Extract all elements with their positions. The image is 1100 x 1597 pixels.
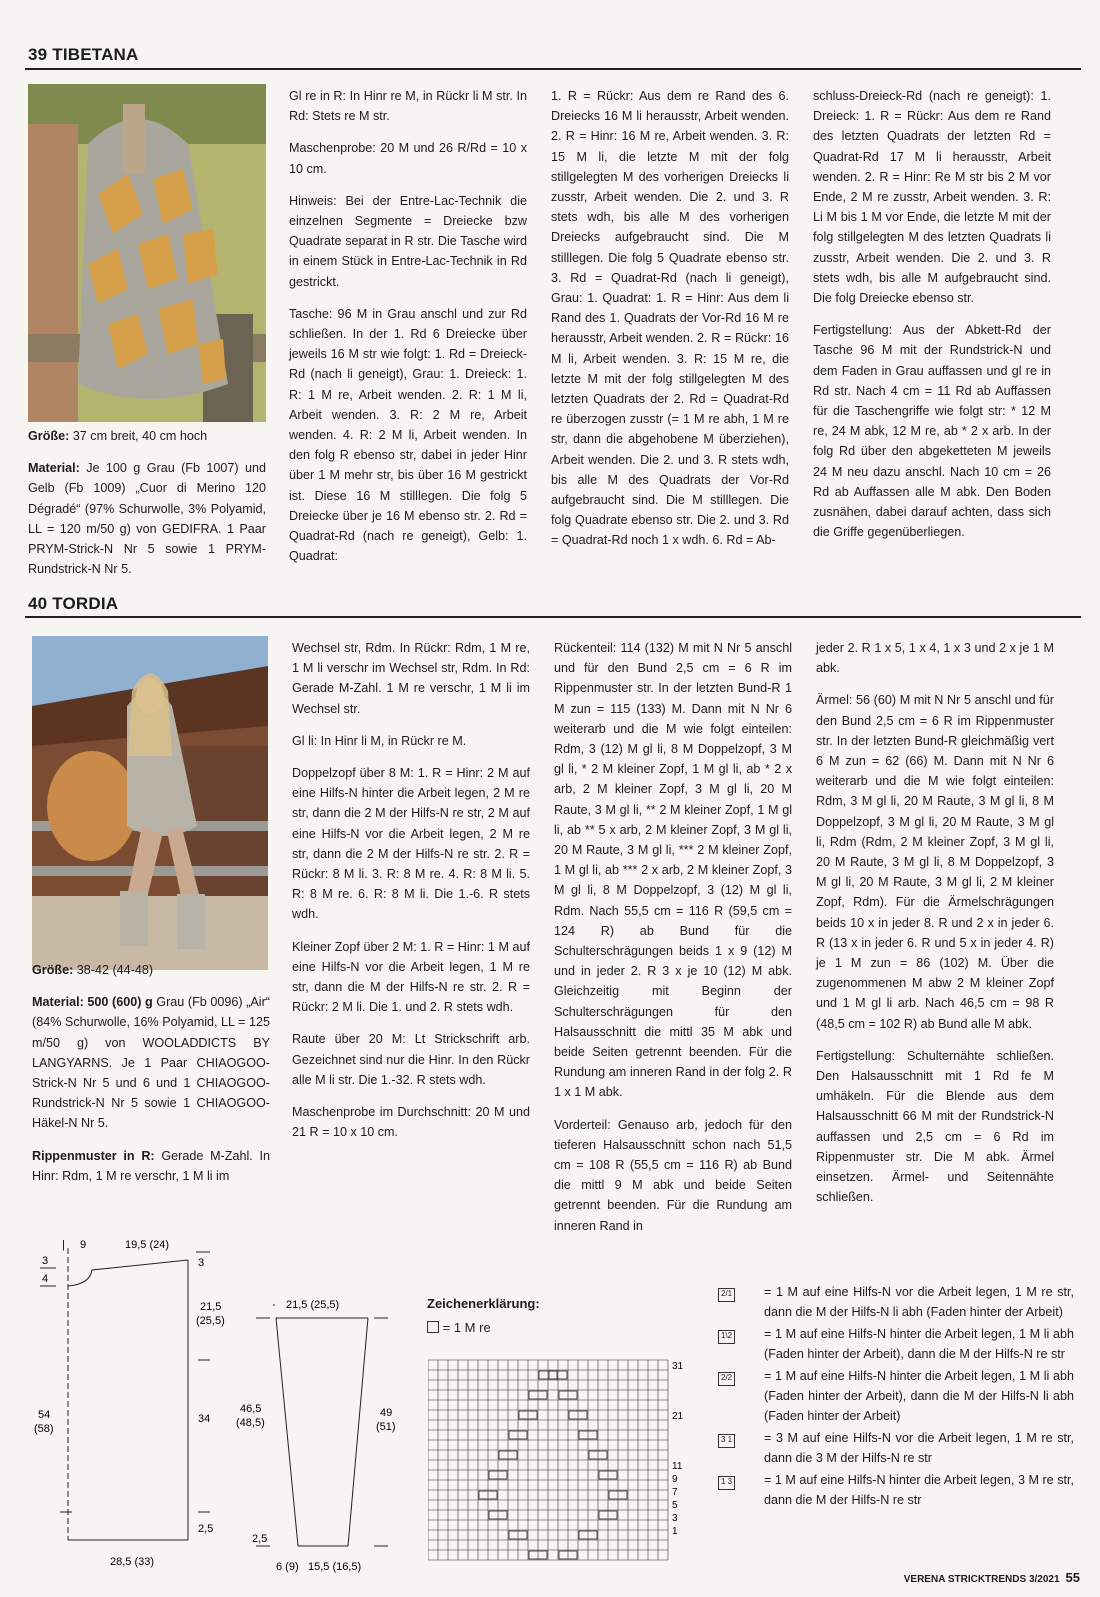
dim-label: (25,5) (196, 1315, 225, 1327)
empty-square-icon (427, 1321, 439, 1333)
section-39-title: 39 TIBETANA (28, 45, 139, 64)
symbol-row (718, 1366, 1074, 1426)
section-39-col4 (813, 86, 1051, 554)
dim-label: (51) (376, 1421, 396, 1433)
row-number: 9 (672, 1474, 678, 1485)
dim-label: 21,5 (25,5) (286, 1299, 340, 1311)
magazine-name: VERENA STRICKTRENDS 3/2021 (903, 1574, 1060, 1585)
row-number: 5 (672, 1500, 678, 1511)
body-schematic (30, 1240, 230, 1570)
paragraph: Gl re in R: In Hinr re M, in Rückr li M str. In Rd: Stets re M str. (289, 89, 527, 124)
dim-label: 54 (38, 1409, 51, 1421)
material-label: Material: 500 (600) g (32, 995, 153, 1010)
symbol-text: = 1 M auf eine Hilfs-N vor die Arbeit legen, 1 M re str, dann die M der Hilfs-N li abh (Faden hinter der Arbeit) (764, 1285, 1074, 1319)
cable-symbol-icon: 2/1 (718, 1288, 735, 1302)
paragraph: Fertigstellung: Schulternähte schließen. Den Halsausschnitt mit 1 Rd fe M umhäkeln. Für die Blende aus dem Halsausschnitt 66 M mit der Rundstrick-N auffassen und 2,5 cm = 6 Rd im Rippenmuster str. Die M abk. Ärmel einsetzen. Ärmel- und Seitennähte schließen. (816, 1048, 1054, 1205)
stitch-chart (428, 1356, 698, 1568)
symbol-row (718, 1428, 1074, 1468)
dim-label: 2,5 (252, 1533, 268, 1545)
dim-label: 15,5 (16,5) (308, 1561, 362, 1573)
paragraph: Kleiner Zopf über 2 M: 1. R = Hinr: 1 M auf eine Hilfs-N vor die Arbeit legen, 1 M re str, dann die M der Hilfs-N re str. 2. R = Rückr: 2 M li. Die 1. und 2. R stets wdh. (292, 939, 530, 1015)
row-number: 1 (672, 1526, 678, 1537)
dim-label: 9 (80, 1240, 87, 1251)
dim-label: 34 (198, 1413, 211, 1425)
legend-item (427, 1320, 491, 1335)
paragraph: 1. R = Rückr: Aus dem re Rand des 6. Dreiecks 16 M li herausstr, Arbeit wenden. 2. R = Hinr: 16 M re, Arbeit wenden. 3. R: 15 M li, die letzte M mit der folg stillgelegten M des vorherigen Dreiecks li zusstr, Arbeit wenden. Die 2. und 3. R stets wdh, bis alle M des vorherigen Dreiecks aufgebraucht sind. Die M stilllegen. Die folg 5 Quadrate ebenso str. 3. Rd = Quadrat-Rd (nach li geneigt), Grau: 1. Quadrat: 1. R = Hinr: Aus dem li Rand des 1. Quadrats der Vor-Rd 16 M re herausstr, Arbeit wenden. 2. R = Rückr: 16 M li, Arbeit wenden. 3. R: 15 M re, die letzte M mit der folg stillgelegten M des letzten Quadrats der 2. Rd = Quadrat-Rd re überzogen zusstr (= 1 M re abh, 1 M re str, dann die abgehobene M überziehen), Arbeit wenden. Die 2. und 3. R stets wdh, bis alle M des Quadrats der Vor-Rd aufgebraucht sind. Die M stilllegen. Die folg Quadrate ebenso str. Die 2. und 3. Rd = Quadrat-Rd noch 1 x wdh. 6. Rd = Ab- (551, 89, 789, 548)
paragraph: Hinweis: Bei der Entre-Lac-Technik die einzelnen Segmente = Dreiecke bzw Quadrate separat in R str. Die Tasche wird in einem Stück in Entre-Lac-Technik in Rd gestrickt. (289, 193, 527, 289)
paragraph: schluss-Dreieck-Rd (nach re geneigt): 1. Dreieck: 1. R = Rückr: Aus dem re Rand des letzten Quadrats der letzten Rd = Quadrat-Rd 17 M li herausstr, Arbeit wenden. 2. R = Hinr: Re M str bis 2 M vor Ende, 2 M re zusstr, Arbeit wenden. 3. R: Li M bis 1 M vor Ende, die letzte M mit der folg stillgelegten M des letzten Quadrats li zusstr, Arbeit wenden. Die 2. und 3. R stets wdh, bis alle M aufgebraucht sind. Die folg Dreiecke ebenso str. (813, 89, 1051, 306)
dim-label: 21,5 (200, 1301, 222, 1313)
symbol-list (718, 1282, 1074, 1512)
dim-label: 19,5 (24) (125, 1240, 170, 1251)
symbol-row (718, 1282, 1074, 1322)
material-text: Je 100 g Grau (Fb 1007) und Gelb (Fb 1009) „Cuor di Merino 120 Dégradé“ (97% Schurwolle, 3% Polyamid, LL = 120 m/50 g) von GEDIFRA. 1 Paar PRYM-Strick-N Nr 5 sowie 1 PRYM-Rundstrick-N Nr 5. (28, 461, 266, 577)
paragraph: Maschenprobe: 20 M und 26 R/Rd = 10 x 10 cm. (289, 141, 527, 176)
material-label: Material: (28, 461, 80, 476)
rib-text: Gerade M-Zahl. In Hinr: Rdm, 1 M re verschr, 1 M li im (32, 1148, 270, 1183)
section-39-col2 (289, 86, 527, 578)
paragraph: Rückenteil: 114 (132) M mit N Nr 5 anschl und für den Bund 2,5 cm = 6 R im Rippenmuster str. In der letzten Bund-R 1 M zun = 115 (133) M. Dann mit N Nr 6 weiterarb und die M wie folgt einteilen: Rdm, 3 (12) M gl li, 8 M Doppelzopf, 3 M gl li, * 2 M kleiner Zopf, 1 M gl li, ab * 2 x arb, 2 M kleiner Zopf, 3 M gl li, 20 M Raute, 3 M gl li, ** 2 M kleiner Zopf, 1 M gl li, ab ** 5 x arb, 2 M kleiner Zopf, 3 M gl li, 20 M Raute, 3 M gl li, *** 2 M kleiner Zopf, 1 M gl li, ab *** 2 x arb, 2 M kleiner Zopf, 3 M gl li, 8 M Doppelzopf, 3 (12) M gl li, Rdm. Nach 55,5 cm = 116 R (59,5 cm = 124 R) ab Bund für die Schulterschrägungen beids 1 x 9 (12) M und in jeder 2. R 3 x je 10 (12) M abk. Gleichzeitig mit Beginn der Schulterschrägungen für den Halsausschnitt die mittl 35 M abk und beide Seiten getrennt beenden. Für die Rundung am inneren Rand in der folg 2. R 1 x 1 M abk. (554, 641, 792, 1100)
paragraph: Maschenprobe im Durchschnitt: 20 M und 21 R = 10 x 10 cm. (292, 1105, 530, 1140)
paragraph: Raute über 20 M: Lt Strickschrift arb. Gezeichnet sind nur die Hinr. In den Rückr alle M li str. Die 1.-32. R stets wdh. (292, 1032, 530, 1087)
section-40-col3 (554, 638, 792, 1248)
dim-label: 46,5 (240, 1403, 262, 1415)
sweater-photo (32, 636, 268, 970)
material-text: Grau (Fb 0096) „Air“ (84% Schurwolle, 16% Polyamid, LL = 125 m/50 g) von WOOLADDICTS BY LANGYARNS. Je 1 Paar CHIAOGOO-Strick-N Nr 5 und 6 und 1 CHIAOGOO-Rundstrick-N Nr 5 sowie 1 CHIAOGOO-Häkel-N Nr 5. (32, 995, 270, 1131)
paragraph: Gl li: In Hinr li M, in Rückr re M. (292, 733, 467, 748)
sleeve-schematic (236, 1296, 406, 1578)
dim-label: 49 (380, 1407, 393, 1419)
symbol-text: = 1 M auf eine Hilfs-N hinter die Arbeit legen, 1 M li abh (Faden hinter der Arbeit), dann die M der Hilfs-N re str (764, 1327, 1074, 1361)
row-number: 7 (672, 1487, 678, 1498)
divider (25, 68, 1081, 70)
cable-symbol-icon: 1\2 (718, 1330, 735, 1344)
symbol-text: = 1 M auf eine Hilfs-N hinter die Arbeit legen, 1 M li abh (Faden hinter der Arbeit), dann die M der Hilfs-N li abh (Faden hinter der Arbeit) (764, 1369, 1074, 1423)
row-number: 21 (672, 1411, 684, 1422)
symbol-row (718, 1324, 1074, 1364)
page-number: 55 (1065, 1570, 1080, 1585)
footer (904, 1570, 1080, 1585)
dim-label: 6 (9) (276, 1561, 299, 1573)
section-39-col1 (28, 426, 266, 591)
section-40-col4 (816, 638, 1054, 1219)
dim-label: 28,5 (33) (110, 1556, 155, 1568)
symbol-text: = 1 M auf eine Hilfs-N hinter die Arbeit legen, 3 M re str, dann die M der Hilfs-N re str (764, 1473, 1074, 1507)
paragraph: jeder 2. R 1 x 5, 1 x 4, 1 x 3 und 2 x je 1 M abk. (816, 641, 1054, 676)
paragraph: Ärmel: 56 (60) M mit N Nr 5 anschl und für den Bund 2,5 cm = 6 R im Rippenmuster str. In der letzten Bund-R gleichmäßig vert 6 M zun = 62 (66) M. Dann mit N Nr 6 weiterarb und die M wie folgt einteilen: Rdm, 3 M gl li, 20 M Raute, 3 M gl li, 8 M Doppelzopf, 3 M gl li, 20 M Raute, 3 M gl li, Rdm (Rdm, 2 M kleiner Zopf, 3 M gl li, 20 M Raute, 3 M gl li, 8 M Doppelzopf, 3 M gl li, 20 M Raute, 3 M gl li, 2 M kleiner Zopf, Rdm). Für die Ärmelschrägungen beids 10 x in jeder 8. R und 2 x in jeder 6. R (13 x in jeder 6. R und 5 x in jeder 4. R) je 1 M zun = 86 (102) M. Über die zugenommenen M abw 2 M kleiner Zopf und 1 M gl li arb. Nach 46,5 cm = 98 R (48,5 cm = 102 R) ab Bund alle M abk. (816, 693, 1054, 1031)
dim-label: (58) (34, 1423, 54, 1435)
section-40-col2 (292, 638, 530, 1154)
dim-label: 4 (42, 1273, 49, 1285)
row-number: 11 (672, 1461, 683, 1472)
paragraph: Tasche: 96 M in Grau anschl und zur Rd schließen. In der 1. Rd 6 Dreiecke über jeweils 16 M str wie folgt: 1. Rd = Dreieck-Rd (nach li geneigt), Grau: 1. Dreieck: 1. R: 1 M re, Arbeit wenden. 2. R: 1 M li, Arbeit wenden. 3. R: 2 M re, Arbeit wenden. 4. R: 2 M li, Arbeit wenden. In den folg R ebenso str, dabei in jeder Hinr über 1 M mehr str, bis über 16 M gestrickt ist. Diese 16 M stilllegen. Die folg 5 Dreiecke über je 16 M ebenso str. 2. Rd = Quadrat-Rd (nach re geneigt), Gelb: 1. Quadrat: (289, 306, 527, 564)
dim-label: (48,5) (236, 1417, 265, 1429)
section-39-col3 (551, 86, 789, 563)
size-value: 37 cm breit, 40 cm hoch (69, 429, 208, 443)
size-label: Größe: (32, 963, 74, 977)
rib-label: Rippenmuster in R: (32, 1148, 155, 1163)
section-40-col1 (32, 960, 270, 1198)
symbol-text: = 3 M auf eine Hilfs-N vor die Arbeit legen, 1 M re str, dann die 3 M der Hilfs-N re str (764, 1431, 1074, 1465)
cable-symbol-icon: 3 1 (718, 1434, 735, 1448)
paragraph: Fertigstellung: Aus der Abkett-Rd der Tasche 96 M mit der Rundstrick-N und dem Faden in Grau auffassen und gl re in Rd str. Nach 4 cm = 11 Rd ab Auffassen für die Taschengriffe wie folgt str: * 12 M re, 24 M abk, 12 M re, ab * 2 x arb. In der folg Rd über den abgeketteten M jeweils 24 M neu dazu anschl. Nach 10 cm = 26 Rd ab Auffassen alle M abk. Den Boden zusnähen, dabei darauf achten, dass sich die Griffe gegenüberliegen. (813, 323, 1051, 540)
size-label: Größe: (28, 429, 70, 443)
section-40-title: 40 TORDIA (28, 594, 119, 613)
divider (25, 616, 1081, 618)
legend-item-text: = 1 M re (442, 1320, 491, 1335)
paragraph: Vorderteil: Genauso arb, jedoch für den tieferen Halsausschnitt schon nach 51,5 cm = 108 R (55,5 cm = 116 R) ab Bund die mittl 9 M abk und beide Seiten getrennt beenden. Für die Rundung am inneren Rand in (554, 1117, 792, 1233)
paragraph: Doppelzopf über 8 M: 1. R = Hinr: 2 M auf eine Hilfs-N hinter die Arbeit legen, 2 M re str, dann die 2 M der Hilfs-N re str, 2 M auf eine Hilfs-N vor die Arbeit legen, 2 M re str, dann die 2 M der Hilfs-N re str. 2. R = Rückr: 8 M li. 3. R: 8 M re. 4. R: 8 M li. 5. R: 8 M re. 6. R: 8 M li. Die 1.-6. R stets wdh. (292, 766, 530, 922)
cable-symbol-icon: 1 3 (718, 1476, 735, 1490)
size-value: 38-42 (44-48) (73, 963, 154, 977)
bag-photo (28, 84, 266, 422)
dim-label: 3 (198, 1257, 205, 1269)
cable-symbol-icon: 2/2 (718, 1372, 735, 1386)
dim-label: | (62, 1240, 65, 1251)
row-number: 3 (672, 1513, 678, 1524)
paragraph: Wechsel str, Rdm. In Rückr: Rdm, 1 M re, 1 M li verschr im Wechsel str, Rdm. In Rd: Gerade M-Zahl. 1 M re verschr, 1 M li im Wechsel str. (292, 641, 530, 716)
symbol-row (718, 1470, 1074, 1510)
dim-label: 2,5 (198, 1523, 214, 1535)
row-number: 31 (672, 1361, 684, 1372)
dim-label: 3 (42, 1255, 49, 1267)
legend-title: Zeichenerklärung: (427, 1296, 540, 1311)
